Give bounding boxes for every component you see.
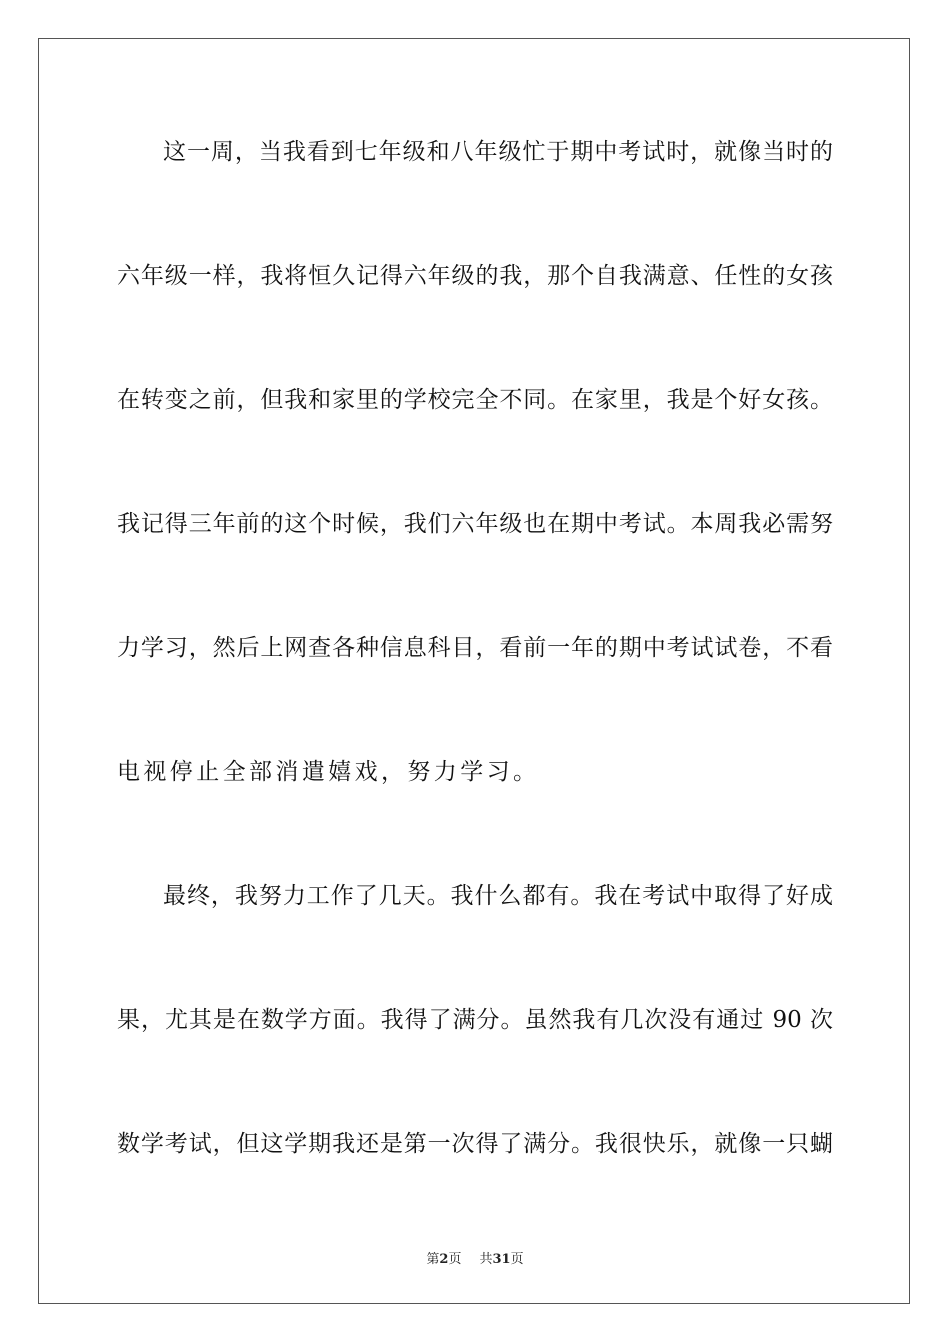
total-prefix: 共 — [479, 1252, 493, 1267]
page-suffix: 页 — [448, 1252, 462, 1267]
paragraph-line: 果，尤其是在数学方面。我得了满分。虽然我有几次没有通过 90 次 — [117, 1007, 833, 1033]
paragraph-line: 数学考试，但这学期我还是第一次得了满分。我很快乐，就像一只蝴 — [117, 1131, 833, 1157]
total-pages: 31 — [492, 1252, 511, 1267]
paragraph-line: 六年级一样，我将恒久记得六年级的我，那个自我满意、任性的女孩 — [117, 263, 833, 289]
paragraph-line: 我记得三年前的这个时候，我们六年级也在期中考试。本周我必需努 — [117, 511, 833, 537]
paragraph-line: 最终，我努力工作了几天。我什么都有。我在考试中取得了好成 — [163, 883, 833, 909]
paragraph-line: 电视停止全部消遣嬉戏，努力学习。 — [117, 759, 540, 785]
total-suffix: 页 — [510, 1252, 524, 1267]
page-footer — [0, 1248, 950, 1267]
page-border — [38, 38, 910, 1304]
paragraph-line: 在转变之前，但我和家里的学校完全不同。在家里，我是个好女孩。 — [117, 387, 833, 413]
paragraph-line: 力学习，然后上网查各种信息科目，看前一年的期中考试试卷，不看 — [117, 635, 833, 661]
page-number: 2 — [439, 1252, 449, 1267]
paragraph-line: 这一周，当我看到七年级和八年级忙于期中考试时，就像当时的 — [163, 139, 833, 165]
page-prefix: 第 — [426, 1252, 440, 1267]
